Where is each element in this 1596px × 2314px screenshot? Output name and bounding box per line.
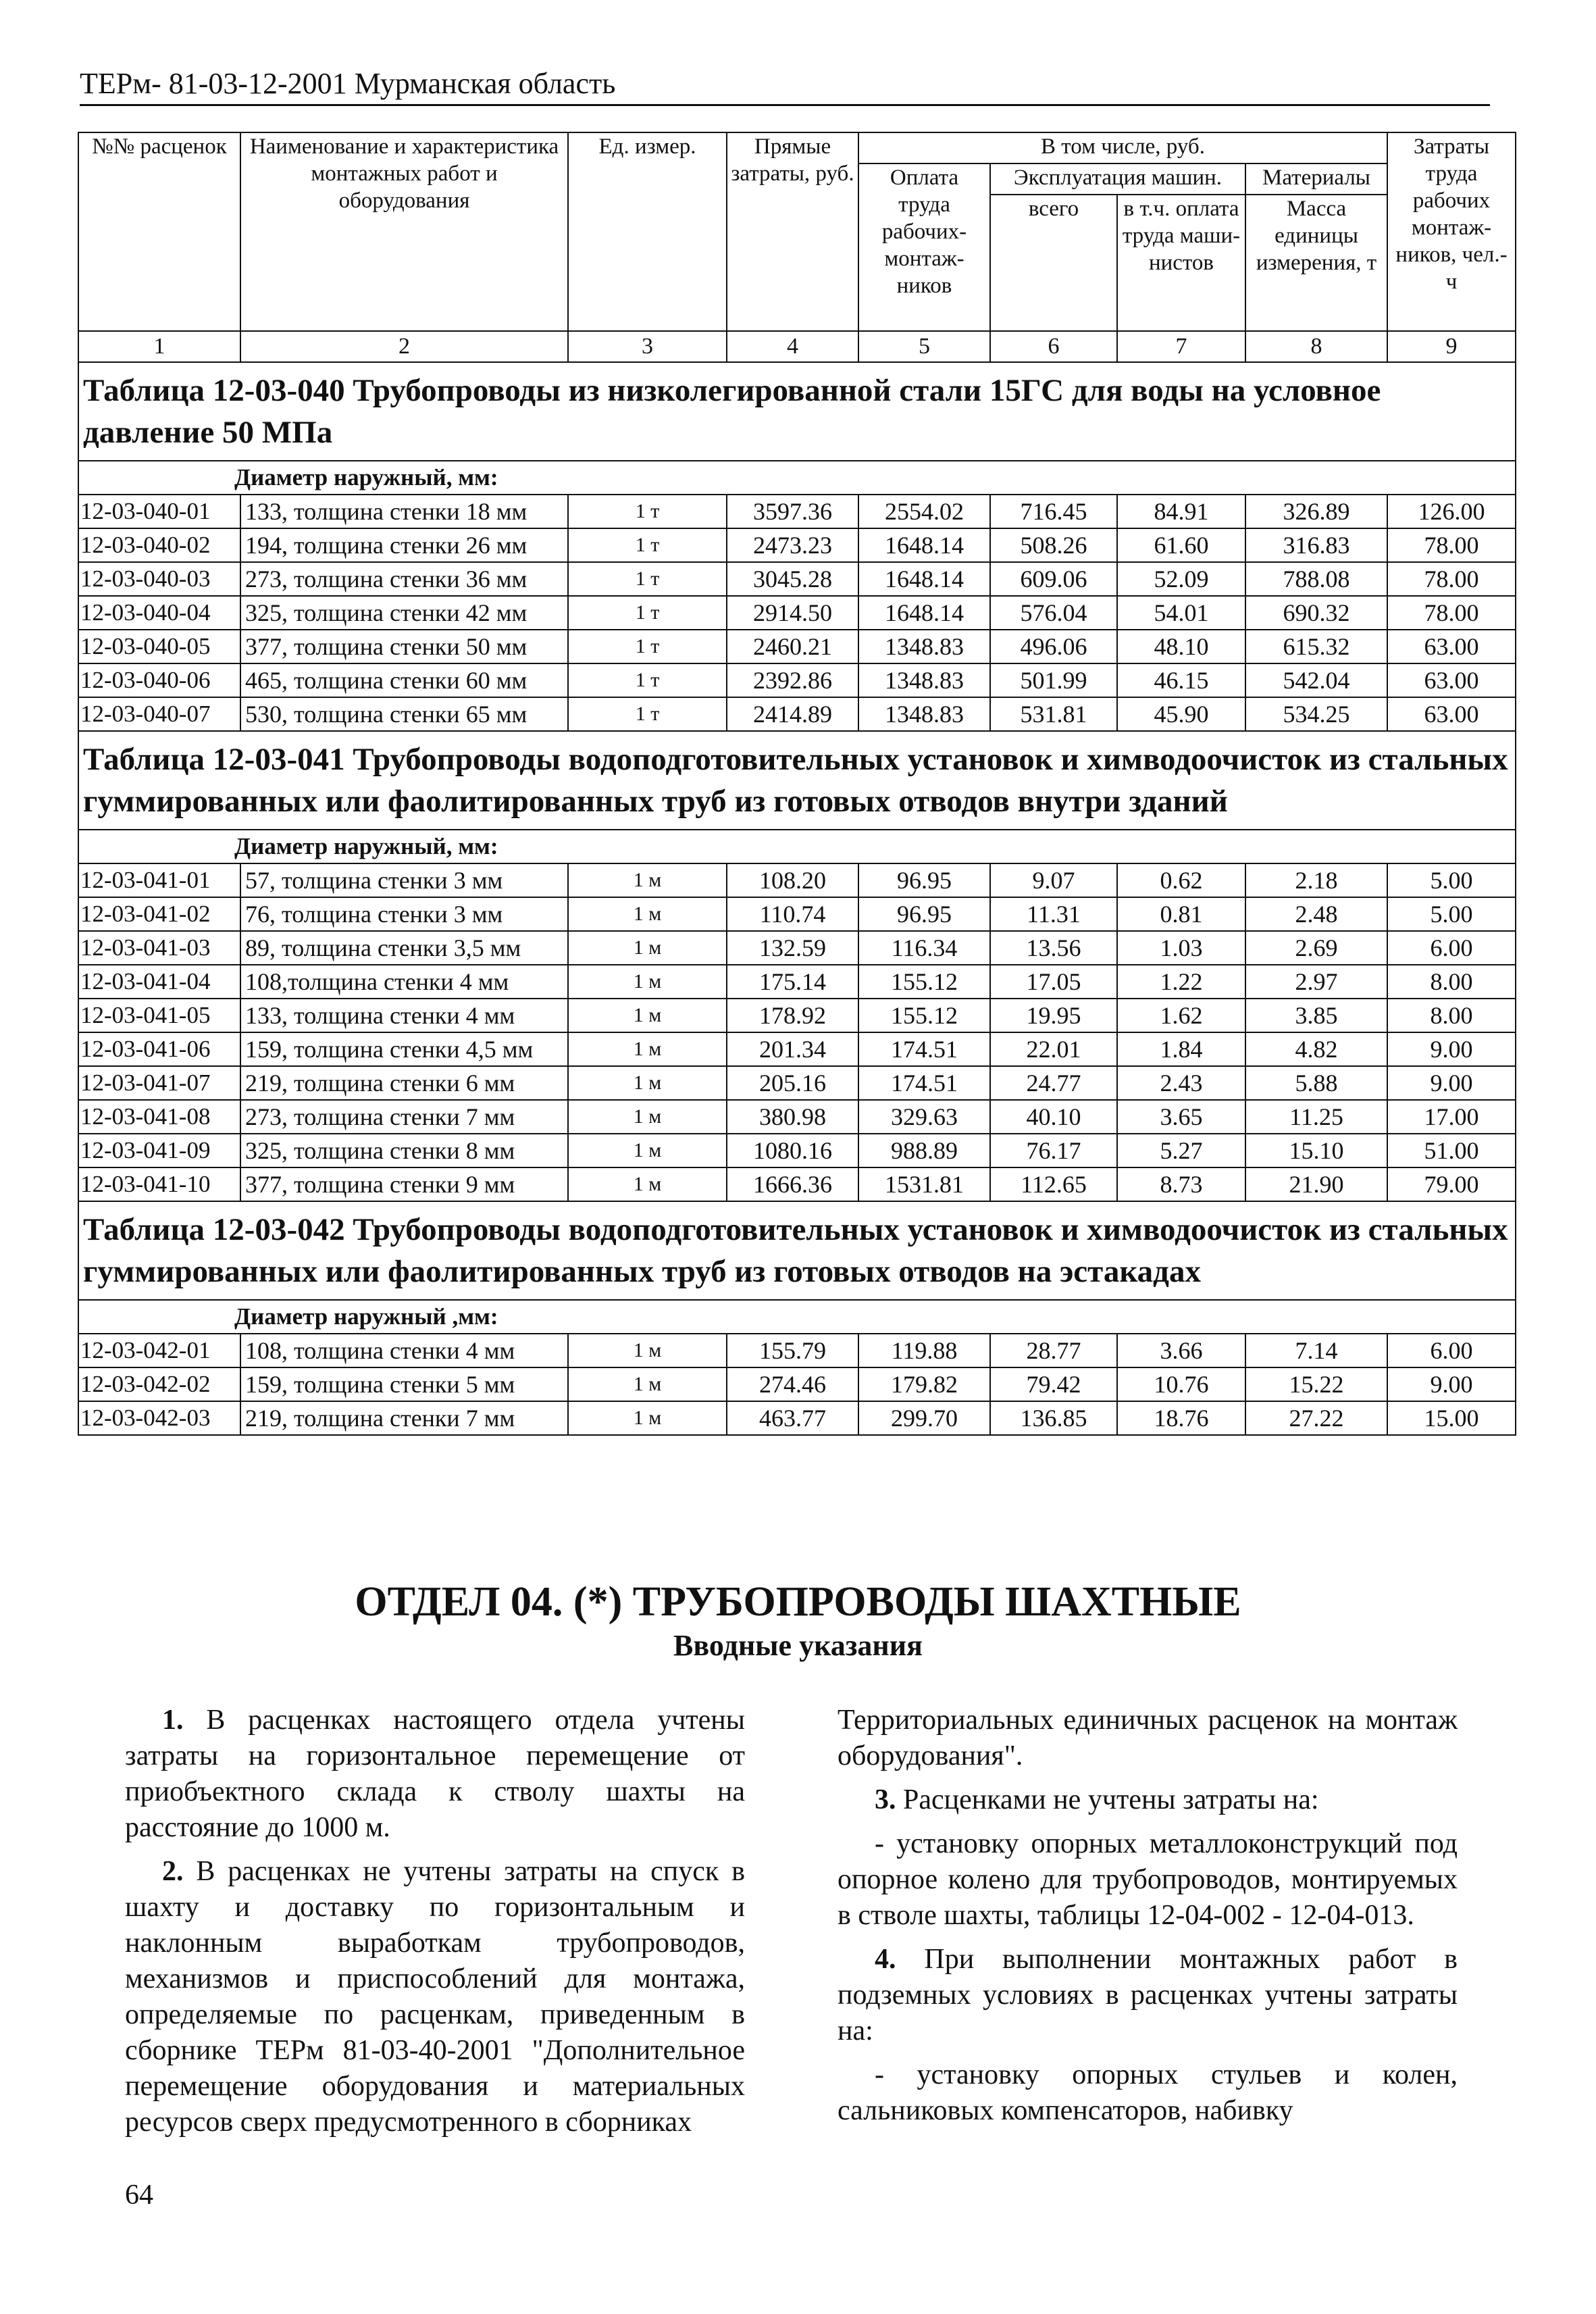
cell-unit: 1 м xyxy=(568,965,727,999)
cell-unit: 1 т xyxy=(568,663,727,697)
cell-mass: 316.83 xyxy=(1245,528,1387,562)
cell-mach-wage: 2.43 xyxy=(1117,1066,1245,1100)
cell-mach: 716.45 xyxy=(990,495,1117,528)
cell-mach: 576.04 xyxy=(990,596,1117,630)
cell-labor: 5.00 xyxy=(1387,863,1516,897)
cell-unit: 1 т xyxy=(568,562,727,596)
intro-paragraph-4-item: - установку опорных стульев и колен, сальниковых компенсаторов, набивку xyxy=(838,2059,1458,2126)
col-number: 1 xyxy=(78,331,240,362)
cell-code: 12-03-041-03 xyxy=(78,931,240,965)
cell-mach-wage: 0.62 xyxy=(1117,863,1245,897)
cell-direct: 2392.86 xyxy=(727,663,858,697)
cell-labor: 6.00 xyxy=(1387,1334,1516,1367)
col-header-labor: Затраты труда рабочих монтаж-ников, чел.-ч xyxy=(1387,132,1516,331)
cell-wage: 299.70 xyxy=(858,1401,990,1435)
cell-mach: 9.07 xyxy=(990,863,1117,897)
cell-wage: 119.88 xyxy=(858,1334,990,1367)
cell-code: 12-03-040-03 xyxy=(78,562,240,596)
cell-mach: 17.05 xyxy=(990,965,1117,999)
cell-labor: 15.00 xyxy=(1387,1401,1516,1435)
cell-mass: 534.25 xyxy=(1245,697,1387,731)
cell-mach: 508.26 xyxy=(990,528,1117,562)
cell-labor: 6.00 xyxy=(1387,931,1516,965)
cell-name: 57, толщина стенки 3 мм xyxy=(240,863,568,897)
cell-unit: 1 м xyxy=(568,1167,727,1201)
table-header xyxy=(78,132,1516,362)
cell-mach-wage: 10.76 xyxy=(1117,1367,1245,1401)
cell-mass: 3.85 xyxy=(1245,999,1387,1032)
col-number: 4 xyxy=(727,331,858,362)
col-header-incl: В том числе, руб. xyxy=(858,132,1387,164)
col-header-mach-total: всего xyxy=(990,195,1117,331)
cell-direct: 3045.28 xyxy=(727,562,858,596)
cell-mass: 15.22 xyxy=(1245,1367,1387,1401)
cell-mach-wage: 52.09 xyxy=(1117,562,1245,596)
cell-direct: 3597.36 xyxy=(727,495,858,528)
paragraph-number: 1. xyxy=(162,1705,184,1736)
cell-name: 108, толщина стенки 4 мм xyxy=(240,1334,568,1367)
cell-wage: 155.12 xyxy=(858,999,990,1032)
col-header-direct: Прямые затраты, руб. xyxy=(727,132,858,331)
paragraph-number: 3. xyxy=(875,1784,896,1815)
table-section-title-row xyxy=(78,362,1516,461)
cell-labor: 126.00 xyxy=(1387,495,1516,528)
cell-wage: 1348.83 xyxy=(858,663,990,697)
cell-code: 12-03-040-05 xyxy=(78,630,240,663)
cell-mach: 28.77 xyxy=(990,1334,1117,1367)
cell-code: 12-03-041-09 xyxy=(78,1134,240,1167)
cell-unit: 1 т xyxy=(568,596,727,630)
col-header-mach-wage: в т.ч. оплата труда маши-нистов xyxy=(1117,195,1245,331)
paragraph-number: 2. xyxy=(162,1856,184,1887)
cell-unit: 1 м xyxy=(568,1134,727,1167)
cell-name: 377, толщина стенки 9 мм xyxy=(240,1167,568,1201)
table-row xyxy=(78,1100,1516,1134)
cell-direct: 2414.89 xyxy=(727,697,858,731)
cell-mach-wage: 84.91 xyxy=(1117,495,1245,528)
cell-name: 273, толщина стенки 36 мм xyxy=(240,562,568,596)
cell-mach-wage: 1.22 xyxy=(1117,965,1245,999)
cell-mach: 22.01 xyxy=(990,1032,1117,1066)
col-number: 2 xyxy=(240,331,568,362)
intro-paragraph-3-item: - установку опорных металлоконструкций под опорное колено для трубопроводов, монтируемых в стволе шахты, таблицы 12-04-002 - 12-04-013. xyxy=(838,1828,1458,1931)
table-section-title-row xyxy=(78,1201,1516,1300)
table-section-title: Таблица 12-03-042 Трубопроводы водоподготовительных установок и химводоочисток из стальных гуммированных или фаолитированных труб из готовых отводов на эстакадах xyxy=(78,1201,1516,1300)
cell-mass: 542.04 xyxy=(1245,663,1387,697)
cell-mach-wage: 3.65 xyxy=(1117,1100,1245,1134)
cell-mach: 19.95 xyxy=(990,999,1117,1032)
cell-wage: 1648.14 xyxy=(858,562,990,596)
cell-unit: 1 м xyxy=(568,897,727,931)
cell-mach-wage: 18.76 xyxy=(1117,1401,1245,1435)
cell-mach: 136.85 xyxy=(990,1401,1117,1435)
table-row xyxy=(78,495,1516,528)
cell-mach: 13.56 xyxy=(990,931,1117,965)
cell-unit: 1 т xyxy=(568,697,727,731)
cell-direct: 274.46 xyxy=(727,1367,858,1401)
cell-mass: 2.48 xyxy=(1245,897,1387,931)
cell-mach: 76.17 xyxy=(990,1134,1117,1167)
col-header-materials: Материалы xyxy=(1245,164,1387,195)
cell-mass: 2.69 xyxy=(1245,931,1387,965)
cell-mach: 11.31 xyxy=(990,897,1117,931)
table-subheader-row xyxy=(78,830,1516,863)
table-row xyxy=(78,1367,1516,1401)
col-header-name: Наименование и характеристика монтажных работ и оборудования xyxy=(240,132,568,331)
cell-unit: 1 м xyxy=(568,1100,727,1134)
cell-mach: 112.65 xyxy=(990,1167,1117,1201)
cell-name: 219, толщина стенки 6 мм xyxy=(240,1066,568,1100)
table-section-title: Таблица 12-03-040 Трубопроводы из низколегированной стали 15ГС для воды на условное давление 50 МПа xyxy=(78,362,1516,461)
cell-mach: 531.81 xyxy=(990,697,1117,731)
intro-left-column xyxy=(125,1703,745,2148)
cell-unit: 1 м xyxy=(568,1032,727,1066)
cell-name: 108,толщина стенки 4 мм xyxy=(240,965,568,999)
cell-labor: 9.00 xyxy=(1387,1032,1516,1066)
cell-code: 12-03-041-06 xyxy=(78,1032,240,1066)
cell-direct: 155.79 xyxy=(727,1334,858,1367)
col-header-mass: Масса единицы измерения, т xyxy=(1245,195,1387,331)
cell-wage: 329.63 xyxy=(858,1100,990,1134)
table-row xyxy=(78,596,1516,630)
cell-name: 465, толщина стенки 60 мм xyxy=(240,663,568,697)
cell-name: 325, толщина стенки 8 мм xyxy=(240,1134,568,1167)
cell-name: 325, толщина стенки 42 мм xyxy=(240,596,568,630)
cell-code: 12-03-041-02 xyxy=(78,897,240,931)
cell-wage: 174.51 xyxy=(858,1032,990,1066)
cell-labor: 63.00 xyxy=(1387,663,1516,697)
cell-mass: 5.88 xyxy=(1245,1066,1387,1100)
cell-mass: 2.97 xyxy=(1245,965,1387,999)
cell-unit: 1 т xyxy=(568,528,727,562)
cell-wage: 96.95 xyxy=(858,897,990,931)
table-row xyxy=(78,931,1516,965)
table-row xyxy=(78,663,1516,697)
col-number: 7 xyxy=(1117,331,1245,362)
cell-mach-wage: 1.84 xyxy=(1117,1032,1245,1066)
cell-unit: 1 м xyxy=(568,1401,727,1435)
cell-mass: 11.25 xyxy=(1245,1100,1387,1134)
cell-labor: 78.00 xyxy=(1387,562,1516,596)
table-row xyxy=(78,697,1516,731)
cell-direct: 205.16 xyxy=(727,1066,858,1100)
cell-wage: 1648.14 xyxy=(858,528,990,562)
cell-direct: 2473.23 xyxy=(727,528,858,562)
cell-unit: 1 м xyxy=(568,1066,727,1100)
cell-unit: 1 т xyxy=(568,495,727,528)
table-row xyxy=(78,863,1516,897)
cell-name: 377, толщина стенки 50 мм xyxy=(240,630,568,663)
cell-name: 219, толщина стенки 7 мм xyxy=(240,1401,568,1435)
cell-direct: 110.74 xyxy=(727,897,858,931)
table-row xyxy=(78,562,1516,596)
cell-wage: 174.51 xyxy=(858,1066,990,1100)
cell-wage: 179.82 xyxy=(858,1367,990,1401)
intro-paragraph-3 xyxy=(838,1782,1458,1818)
paragraph-text: Расценками не учтены затраты на: xyxy=(903,1784,1319,1815)
cell-labor: 9.00 xyxy=(1387,1367,1516,1401)
cell-mach-wage: 1.03 xyxy=(1117,931,1245,965)
col-number: 9 xyxy=(1387,331,1516,362)
cell-mach: 24.77 xyxy=(990,1066,1117,1100)
cell-wage: 2554.02 xyxy=(858,495,990,528)
cell-mach: 79.42 xyxy=(990,1367,1117,1401)
cell-mass: 326.89 xyxy=(1245,495,1387,528)
table-subheader: Диаметр наружный, мм: xyxy=(78,830,1516,863)
col-header-unit: Ед. измер. xyxy=(568,132,727,331)
paragraph-text: В расценках настоящего отдела учтены затраты на горизонтальное перемещение от приобъектного склада к стволу шахты на расстояние до 1000 м. xyxy=(125,1705,746,1843)
cell-labor: 78.00 xyxy=(1387,528,1516,562)
cell-code: 12-03-040-06 xyxy=(78,663,240,697)
cell-unit: 1 м xyxy=(568,1334,727,1367)
cell-mach: 609.06 xyxy=(990,562,1117,596)
table-subheader: Диаметр наружный, мм: xyxy=(78,461,1516,495)
cell-labor: 9.00 xyxy=(1387,1066,1516,1100)
cell-labor: 5.00 xyxy=(1387,897,1516,931)
cell-name: 159, толщина стенки 4,5 мм xyxy=(240,1032,568,1066)
table-row xyxy=(78,528,1516,562)
table-row xyxy=(78,1066,1516,1100)
cell-labor: 17.00 xyxy=(1387,1100,1516,1134)
cell-unit: 1 м xyxy=(568,931,727,965)
document-header: ТЕРм- 81-03-12-2001 Мурманская область xyxy=(80,66,1490,106)
cell-direct: 463.77 xyxy=(727,1401,858,1435)
table-row xyxy=(78,1134,1516,1167)
intro-paragraph-4 xyxy=(838,1942,1458,2049)
cell-mass: 21.90 xyxy=(1245,1167,1387,1201)
table-row xyxy=(78,1334,1516,1367)
page-number: 64 xyxy=(125,2180,153,2211)
table-subheader: Диаметр наружный ,мм: xyxy=(78,1300,1516,1334)
cell-name: 89, толщина стенки 3,5 мм xyxy=(240,931,568,965)
cell-code: 12-03-042-03 xyxy=(78,1401,240,1435)
col-number: 8 xyxy=(1245,331,1387,362)
cell-direct: 2460.21 xyxy=(727,630,858,663)
cell-name: 76, толщина стенки 3 мм xyxy=(240,897,568,931)
cell-wage: 1348.83 xyxy=(858,630,990,663)
cell-name: 273, толщина стенки 7 мм xyxy=(240,1100,568,1134)
cell-name: 133, толщина стенки 4 мм xyxy=(240,999,568,1032)
cell-wage: 155.12 xyxy=(858,965,990,999)
col-header-code: №№ расценок xyxy=(78,132,240,331)
table-subheader-row xyxy=(78,1300,1516,1334)
cell-labor: 63.00 xyxy=(1387,630,1516,663)
cell-mass: 2.18 xyxy=(1245,863,1387,897)
table-row xyxy=(78,897,1516,931)
col-header-wage: Оплата труда рабочих-монтаж-ников xyxy=(858,164,990,331)
cell-mass: 7.14 xyxy=(1245,1334,1387,1367)
cell-code: 12-03-042-02 xyxy=(78,1367,240,1401)
cell-wage: 1348.83 xyxy=(858,697,990,731)
cell-name: 194, толщина стенки 26 мм xyxy=(240,528,568,562)
cell-mach-wage: 61.60 xyxy=(1117,528,1245,562)
intro-paragraph-1 xyxy=(125,1703,745,1846)
table-row xyxy=(78,1032,1516,1066)
cell-labor: 78.00 xyxy=(1387,596,1516,630)
cell-mach-wage: 1.62 xyxy=(1117,999,1245,1032)
cell-mach-wage: 54.01 xyxy=(1117,596,1245,630)
rates-table xyxy=(78,132,1516,1436)
cell-labor: 8.00 xyxy=(1387,965,1516,999)
cell-name: 530, толщина стенки 65 мм xyxy=(240,697,568,731)
cell-mach: 501.99 xyxy=(990,663,1117,697)
cell-unit: 1 м xyxy=(568,999,727,1032)
cell-mass: 4.82 xyxy=(1245,1032,1387,1066)
cell-code: 12-03-041-08 xyxy=(78,1100,240,1134)
table-section-title: Таблица 12-03-041 Трубопроводы водоподготовительных установок и химводоочисток из стальных гуммированных или фаолитированных труб из готовых отводов внутри зданий xyxy=(78,731,1516,830)
col-number: 3 xyxy=(568,331,727,362)
cell-direct: 132.59 xyxy=(727,931,858,965)
cell-code: 12-03-042-01 xyxy=(78,1334,240,1367)
cell-code: 12-03-041-01 xyxy=(78,863,240,897)
table-section-title-row xyxy=(78,731,1516,830)
cell-code: 12-03-041-07 xyxy=(78,1066,240,1100)
cell-unit: 1 м xyxy=(568,863,727,897)
table-row xyxy=(78,1167,1516,1201)
cell-direct: 175.14 xyxy=(727,965,858,999)
cell-direct: 201.34 xyxy=(727,1032,858,1066)
column-numbers-row xyxy=(78,331,1516,362)
paragraph-text: При выполнении монтажных работ в подземных условиях в расценках учтены затраты на: xyxy=(838,1944,1458,2046)
cell-mach-wage: 0.81 xyxy=(1117,897,1245,931)
cell-code: 12-03-041-04 xyxy=(78,965,240,999)
table-row xyxy=(78,1401,1516,1435)
cell-labor: 8.00 xyxy=(1387,999,1516,1032)
table-subheader-row xyxy=(78,461,1516,495)
cell-mass: 15.10 xyxy=(1245,1134,1387,1167)
cell-code: 12-03-040-02 xyxy=(78,528,240,562)
cell-name: 133, толщина стенки 18 мм xyxy=(240,495,568,528)
cell-direct: 380.98 xyxy=(727,1100,858,1134)
col-number: 5 xyxy=(858,331,990,362)
section-subtitle: Вводные указания xyxy=(673,1629,923,1662)
cell-wage: 96.95 xyxy=(858,863,990,897)
cell-mass: 690.32 xyxy=(1245,596,1387,630)
cell-code: 12-03-040-04 xyxy=(78,596,240,630)
cell-labor: 51.00 xyxy=(1387,1134,1516,1167)
cell-mach-wage: 8.73 xyxy=(1117,1167,1245,1201)
section-title: ОТДЕЛ 04. (*) ТРУБОПРОВОДЫ ШАХТНЫЕ xyxy=(355,1579,1241,1625)
intro-paragraph-2 xyxy=(125,1854,745,2140)
cell-mass: 27.22 xyxy=(1245,1401,1387,1435)
cell-mach: 40.10 xyxy=(990,1100,1117,1134)
cell-mass: 788.08 xyxy=(1245,562,1387,596)
cell-wage: 1648.14 xyxy=(858,596,990,630)
paragraph-text: В расценках не учтены затраты на спуск в шахту и доставку по горизонтальным и наклонным выработкам трубопроводов, механизмов и приспособлений для монтажа, определяемые по расценкам, приведенным в сборнике ТЕРм 81-03-40-2001 "Дополнительное перемещение оборудования и материальных ресурсов сверх предусмотренного в сборниках xyxy=(125,1856,745,2138)
col-header-mach: Эксплуатация машин. xyxy=(990,164,1245,195)
cell-direct: 178.92 xyxy=(727,999,858,1032)
cell-mach-wage: 45.90 xyxy=(1117,697,1245,731)
cell-code: 12-03-040-07 xyxy=(78,697,240,731)
table-row xyxy=(78,999,1516,1032)
cell-labor: 79.00 xyxy=(1387,1167,1516,1201)
cell-labor: 63.00 xyxy=(1387,697,1516,731)
cell-direct: 2914.50 xyxy=(727,596,858,630)
cell-unit: 1 м xyxy=(568,1367,727,1401)
cell-direct: 1080.16 xyxy=(727,1134,858,1167)
cell-mach-wage: 46.15 xyxy=(1117,663,1245,697)
cell-wage: 116.34 xyxy=(858,931,990,965)
cell-code: 12-03-040-01 xyxy=(78,495,240,528)
cell-mach-wage: 48.10 xyxy=(1117,630,1245,663)
cell-unit: 1 т xyxy=(568,630,727,663)
cell-direct: 1666.36 xyxy=(727,1167,858,1201)
cell-code: 12-03-041-05 xyxy=(78,999,240,1032)
intro-right-column xyxy=(838,1703,1458,2137)
cell-wage: 988.89 xyxy=(858,1134,990,1167)
cell-direct: 108.20 xyxy=(727,863,858,897)
cell-mach: 496.06 xyxy=(990,630,1117,663)
table-row xyxy=(78,965,1516,999)
table-row xyxy=(78,630,1516,663)
col-number: 6 xyxy=(990,331,1117,362)
cell-name: 159, толщина стенки 5 мм xyxy=(240,1367,568,1401)
paragraph-number: 4. xyxy=(875,1944,896,1975)
intro-paragraph-2-continued: Территориальных единичных расценок на монтаж оборудования". xyxy=(838,1705,1458,1771)
table-body xyxy=(78,362,1516,1435)
cell-mach-wage: 3.66 xyxy=(1117,1334,1245,1367)
cell-mach-wage: 5.27 xyxy=(1117,1134,1245,1167)
cell-code: 12-03-041-10 xyxy=(78,1167,240,1201)
cell-mass: 615.32 xyxy=(1245,630,1387,663)
cell-wage: 1531.81 xyxy=(858,1167,990,1201)
